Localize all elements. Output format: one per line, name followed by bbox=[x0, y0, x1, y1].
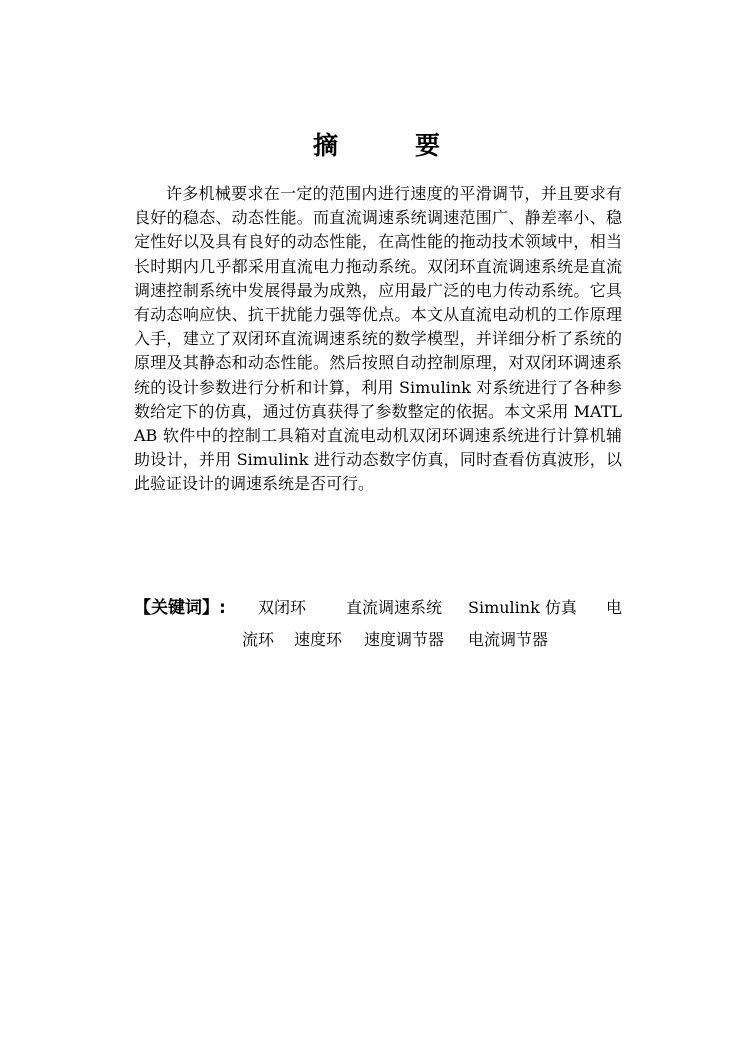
keywords-section bbox=[134, 593, 622, 655]
keyword-item: 双闭环 bbox=[258, 598, 307, 617]
keyword-item: 电 bbox=[606, 598, 623, 617]
keywords-label: 【关键词】: bbox=[134, 598, 226, 618]
keyword-item: Simulink 仿真 bbox=[468, 598, 577, 617]
keyword-item: 电流调节器 bbox=[468, 630, 549, 649]
keyword-item: 速度环 bbox=[294, 630, 343, 649]
keywords-line-2 bbox=[134, 625, 622, 655]
page-title: 摘 要 bbox=[312, 131, 466, 160]
keyword-item: 速度调节器 bbox=[364, 630, 445, 649]
keywords-line-1 bbox=[134, 593, 622, 623]
abstract-paragraph: 许多机械要求在一定的范围内进行速度的平滑调节，并且要求有良好的稳态、动态性能。而直流调速系统调速范围广、静差率小、稳定性好以及具有良好的动态性能，在高性能的拖动技术领域中，相当长时期内几乎都采用直流电力拖动系统。双闭环直流调速系统是直流调速控制系统中发展得最为成熟，应用最广泛的电力传动系统。它具有动态响应快、抗干扰能力强等优点。本文从直流电动机的工作原理入手，建立了双闭环直流调速系统的数学模型，并详细分析了系统的原理及其静态和动态性能。然后按照自动控制原理，对双闭环调速系统的设计参数进行分析和计算，利用 Simulink 对系统进行了各种参数给定下的仿真，通过仿真获得了参数整定的依据。本文采用 MATLAB 软件中的控制工具箱对直流电动机双闭环调速系统进行计算机辅助设计，并用 Simulink 进行动态数字仿真，同时查看仿真波形，以此验证设计的调速系统是否可行。 bbox=[134, 184, 622, 494]
keyword-item: 流环 bbox=[242, 630, 275, 649]
keyword-item: 直流调速系统 bbox=[346, 598, 443, 617]
